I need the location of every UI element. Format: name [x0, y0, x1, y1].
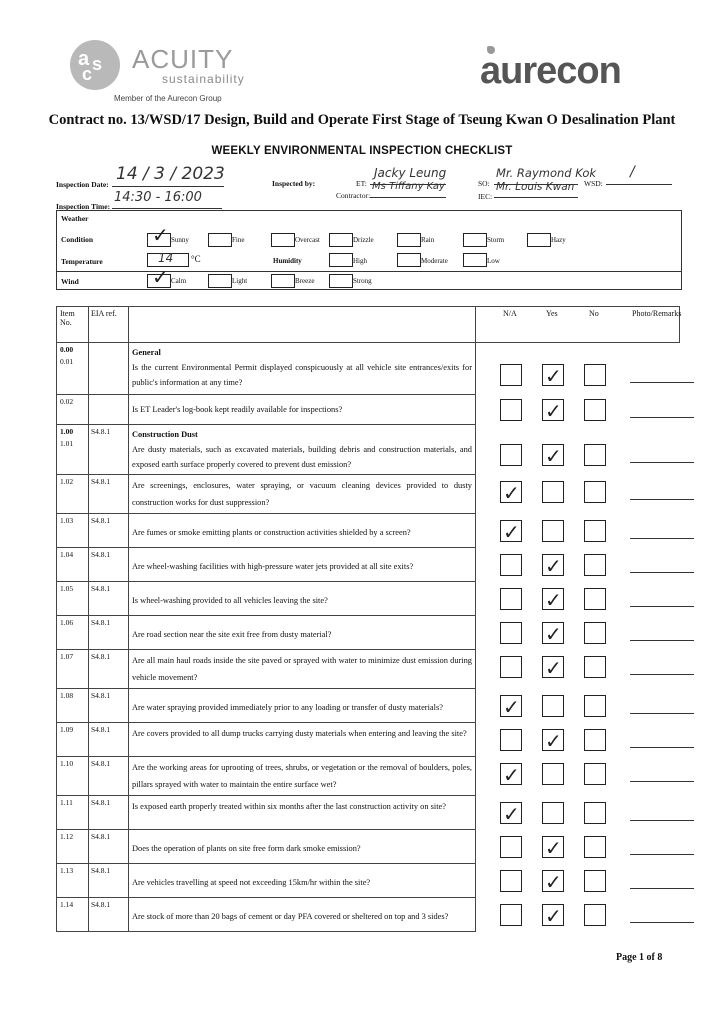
inspection-time-field[interactable]: 14:30 - 16:00 — [112, 192, 222, 209]
check-mark-icon: ✓ — [503, 519, 520, 544]
answer-cell — [476, 650, 680, 689]
acuity-member: Member of the Aurecon Group — [114, 94, 222, 103]
temperature-row — [57, 253, 681, 269]
check-mark-icon: ✓ — [503, 762, 520, 787]
question-cell — [129, 514, 476, 548]
answer-na-checkbox[interactable] — [500, 554, 522, 576]
table-header-row — [57, 307, 680, 343]
check-mark-icon: ✓ — [503, 694, 520, 719]
question-text: Are stock of more than 20 bags of cement or day PFA covered or sheltered on top and 3 sides? — [132, 912, 449, 921]
condition-row — [57, 223, 681, 249]
answer-no-checkbox[interactable] — [584, 656, 606, 678]
condition-hazy-label: Hazy — [551, 236, 566, 244]
col-remarks-header: Photo/Remarks — [632, 309, 682, 318]
answer-no-checkbox[interactable] — [584, 622, 606, 644]
item-number-text: 1.14 — [60, 900, 74, 909]
col-yes-header: Yes — [546, 309, 558, 318]
table-row — [57, 395, 680, 425]
et-label: ET: — [356, 179, 367, 188]
item-number — [57, 548, 89, 582]
remarks-field[interactable] — [630, 382, 694, 383]
answer-na-checkbox[interactable] — [500, 364, 522, 386]
answer-no-checkbox[interactable] — [584, 444, 606, 466]
condition-fine-checkbox[interactable] — [208, 233, 232, 247]
contractor-label: Contractor: — [336, 191, 371, 200]
item-number — [57, 514, 89, 548]
remarks-field[interactable] — [630, 781, 694, 782]
table-row — [57, 616, 680, 650]
answer-cell — [476, 864, 680, 898]
item-number-text: 0.01 — [60, 357, 74, 366]
answer-no-checkbox[interactable] — [584, 836, 606, 858]
eia-ref: S4.8.1 — [89, 830, 129, 864]
answer-yes-checkbox[interactable] — [542, 481, 564, 503]
remarks-field[interactable] — [630, 888, 694, 889]
condition-storm-label: Storm — [487, 236, 505, 244]
humidity-high-checkbox[interactable] — [329, 253, 353, 267]
table-row — [57, 650, 680, 689]
question-cell — [129, 796, 476, 830]
answer-na-checkbox[interactable] — [500, 870, 522, 892]
remarks-field[interactable] — [630, 606, 694, 607]
answer-na-checkbox[interactable] — [500, 802, 522, 824]
item-number-text: 1.13 — [60, 866, 74, 875]
eia-ref: S4.8.1 — [89, 898, 129, 932]
wind-light-label: Light — [232, 277, 248, 285]
wsd-field[interactable]: / — [606, 170, 672, 185]
question-text: Is the current Environmental Permit displayed conspicuously at all vehicle site entrances/exits for public's information at any time? — [132, 363, 472, 387]
answer-cell — [476, 616, 680, 650]
question-text: Is exposed earth properly treated within six months after the last construction activity on site? — [132, 802, 446, 811]
eia-ref: S4.8.1 — [89, 425, 129, 475]
contractor-field[interactable]: Ms Tiffany Kay — [370, 184, 446, 198]
answer-no-checkbox[interactable] — [584, 520, 606, 542]
item-number — [57, 582, 89, 616]
question-text: Are road section near the site exit free from dusty material? — [132, 630, 332, 639]
check-mark-icon: ✓ — [545, 728, 562, 753]
aurecon-logo: aurecon — [480, 50, 621, 92]
check-mark-icon: ✓ — [545, 869, 562, 894]
question-text: Are screenings, enclosures, water spraying, or vacuum cleaning devices provided to dusty construction works for dust suppression? — [132, 481, 472, 507]
item-number-text: 0.02 — [60, 397, 74, 406]
temperature-unit: °C — [191, 254, 201, 264]
condition-storm-checkbox[interactable] — [463, 233, 487, 247]
answer-no-checkbox[interactable] — [584, 481, 606, 503]
answer-na-checkbox[interactable] — [500, 904, 522, 926]
item-number — [57, 395, 89, 425]
question-cell — [129, 898, 476, 932]
answer-yes-checkbox[interactable] — [542, 656, 564, 678]
question-text: Are the working areas for uprooting of trees, shrubs, or vegetation or the removal of boulders, poles, pillars sprayed with water to maintain the entire surface wet? — [132, 763, 472, 789]
answer-yes-checkbox[interactable] — [542, 763, 564, 785]
answer-na-checkbox[interactable] — [500, 656, 522, 678]
remarks-field[interactable] — [630, 674, 694, 675]
answer-na-checkbox[interactable] — [500, 520, 522, 542]
answer-yes-checkbox[interactable] — [542, 729, 564, 751]
answer-na-checkbox[interactable] — [500, 622, 522, 644]
item-number — [57, 343, 89, 395]
table-row — [57, 548, 680, 582]
humidity-label: Humidity — [273, 257, 302, 265]
answer-cell — [476, 723, 680, 757]
table-row — [57, 796, 680, 830]
answer-cell — [476, 548, 680, 582]
check-mark-icon: ✓ — [545, 364, 562, 388]
question-cell — [129, 475, 476, 514]
humidity-low-label: Low — [487, 257, 500, 265]
remarks-field[interactable] — [630, 499, 694, 500]
condition-hazy-checkbox[interactable] — [527, 233, 551, 247]
answer-yes-checkbox[interactable] — [542, 622, 564, 644]
question-text: Are dusty materials, such as excavated materials, building debris and construction materials, and exposed earth surface properly covered to prevent dust emission? — [132, 445, 472, 469]
question-text: Are water spraying provided immediately prior to any loading or transfer of dusty materials? — [132, 703, 443, 712]
item-number — [57, 898, 89, 932]
question-cell — [129, 830, 476, 864]
item-number-text: 1.10 — [60, 759, 74, 768]
table-row — [57, 475, 680, 514]
wind-light-checkbox[interactable] — [208, 274, 232, 288]
question-cell — [129, 425, 476, 475]
page-number: Page 1 of 8 — [616, 952, 663, 963]
remarks-field[interactable] — [630, 572, 694, 573]
question-cell — [129, 343, 476, 395]
eia-ref: S4.8.1 — [89, 548, 129, 582]
question-text: Does the operation of plants on site free form dark smoke emission? — [132, 844, 361, 853]
answer-no-checkbox[interactable] — [584, 729, 606, 751]
wind-breeze-label: Breeze — [295, 277, 315, 285]
item-number-text: 1.04 — [60, 550, 74, 559]
question-cell — [129, 757, 476, 796]
col-item-header: Item No. — [57, 307, 89, 343]
question-cell — [129, 582, 476, 616]
answer-cell — [476, 475, 680, 514]
remarks-field[interactable] — [630, 417, 694, 418]
eia-ref: S4.8.1 — [89, 616, 129, 650]
table-row — [57, 757, 680, 796]
check-mark-icon: ✓ — [545, 398, 562, 423]
inspected-by-label: Inspected by: — [272, 179, 316, 188]
remarks-field[interactable] — [630, 538, 694, 539]
answer-cell — [476, 796, 680, 830]
table-row — [57, 723, 680, 757]
item-number-text: 1.03 — [60, 516, 74, 525]
check-mark-icon: ✓ — [545, 443, 562, 468]
section-title: Construction Dust — [132, 430, 198, 439]
question-text: Are wheel-washing facilities with high-pressure water jets provided at all site exits? — [132, 562, 414, 571]
item-number — [57, 650, 89, 689]
question-cell — [129, 616, 476, 650]
item-number — [57, 475, 89, 514]
eia-ref — [89, 343, 129, 395]
item-number — [57, 616, 89, 650]
answer-na-checkbox[interactable] — [500, 836, 522, 858]
answer-cell — [476, 425, 680, 475]
question-text: Are fumes or smoke emitting plants or construction activities shielded by a screen? — [132, 528, 411, 537]
condition-overcast-label: Overcast — [295, 236, 320, 244]
question-text: Are covers provided to all dump trucks carrying dusty materials when entering and leaving the site? — [132, 729, 467, 738]
condition-fine-label: Fine — [232, 236, 245, 244]
iec-field[interactable]: Mr. Louis Kwan — [494, 184, 578, 198]
answer-no-checkbox[interactable] — [584, 399, 606, 421]
so-field[interactable]: Mr. Raymond Kok — [494, 170, 578, 185]
eia-ref: S4.8.1 — [89, 475, 129, 514]
eia-ref: S4.8.1 — [89, 757, 129, 796]
humidity-moderate-label: Moderate — [421, 257, 448, 265]
answer-no-checkbox[interactable] — [584, 904, 606, 926]
temperature-field[interactable]: 14 — [147, 253, 189, 267]
condition-rain-checkbox[interactable] — [397, 233, 421, 247]
answer-yes-checkbox[interactable] — [542, 444, 564, 466]
et-field[interactable]: Jacky Leung — [370, 170, 446, 185]
answer-na-checkbox[interactable] — [500, 444, 522, 466]
answer-cell — [476, 689, 680, 723]
condition-drizzle-checkbox[interactable] — [329, 233, 353, 247]
remarks-field[interactable] — [630, 820, 694, 821]
wind-calm-checkbox[interactable]: ✓ — [147, 274, 171, 288]
answer-no-checkbox[interactable] — [584, 588, 606, 610]
answer-na-checkbox[interactable] — [500, 695, 522, 717]
weather-divider — [57, 271, 681, 272]
weather-title: Weather — [61, 214, 89, 223]
condition-drizzle-label: Drizzle — [353, 236, 374, 244]
answer-yes-checkbox[interactable] — [542, 520, 564, 542]
answer-no-checkbox[interactable] — [584, 763, 606, 785]
item-number — [57, 425, 89, 475]
question-cell — [129, 548, 476, 582]
temperature-label: Temperature — [61, 257, 103, 266]
col-question-header — [129, 307, 476, 343]
col-no-header: No — [589, 309, 599, 318]
iec-label: IEC: — [478, 192, 493, 201]
item-number-text: 1.05 — [60, 584, 74, 593]
section-number: 1.00 — [60, 427, 74, 436]
answer-cell — [476, 514, 680, 548]
section-number: 0.00 — [60, 345, 74, 354]
eia-ref: S4.8.1 — [89, 582, 129, 616]
condition-label: Condition — [61, 235, 94, 244]
item-number-text: 1.02 — [60, 477, 74, 486]
humidity-moderate-checkbox[interactable] — [397, 253, 421, 267]
col-na-header: N/A — [503, 309, 517, 318]
item-number-text: 1.01 — [60, 439, 74, 448]
so-label: SO: — [478, 179, 490, 188]
table-row — [57, 689, 680, 723]
answer-yes-checkbox[interactable] — [542, 554, 564, 576]
item-number — [57, 830, 89, 864]
answer-cell — [476, 757, 680, 796]
table-row — [57, 864, 680, 898]
question-text: Are vehicles travelling at speed not exceeding 15km/hr within the site? — [132, 878, 371, 887]
acuity-tagline: sustainability — [162, 72, 245, 86]
eia-ref: S4.8.1 — [89, 864, 129, 898]
item-number — [57, 864, 89, 898]
question-cell — [129, 395, 476, 425]
acuity-circle-icon: a s c — [70, 40, 120, 90]
answer-yes-checkbox[interactable] — [542, 802, 564, 824]
section-title: General — [132, 348, 161, 357]
check-mark-icon: ✓ — [545, 587, 562, 612]
remarks-field[interactable] — [630, 747, 694, 748]
answer-na-checkbox[interactable] — [500, 399, 522, 421]
wind-strong-label: Strong — [353, 277, 372, 285]
wind-strong-checkbox[interactable] — [329, 274, 353, 288]
eia-ref — [89, 395, 129, 425]
question-cell — [129, 864, 476, 898]
col-eia-header: EIA ref. — [89, 307, 129, 343]
wind-row — [57, 265, 681, 289]
question-cell — [129, 689, 476, 723]
wind-label: Wind — [61, 277, 79, 286]
acuity-name: ACUITY — [132, 44, 234, 74]
answer-cell — [476, 898, 680, 932]
acuity-logo — [62, 38, 262, 108]
checklist-table — [56, 306, 680, 932]
answer-no-checkbox[interactable] — [584, 554, 606, 576]
answer-yes-checkbox[interactable] — [542, 870, 564, 892]
humidity-low-checkbox[interactable] — [463, 253, 487, 267]
table-row — [57, 582, 680, 616]
condition-sunny-checkbox[interactable]: ✓ — [147, 233, 171, 247]
answer-na-checkbox[interactable] — [500, 588, 522, 610]
answer-cell — [476, 343, 680, 395]
question-cell — [129, 650, 476, 689]
remarks-field[interactable] — [630, 640, 694, 641]
inspection-date-field[interactable]: 14 / 3 / 2023 — [112, 168, 224, 187]
table-row — [57, 425, 680, 475]
answer-no-checkbox[interactable] — [584, 695, 606, 717]
answer-cell — [476, 830, 680, 864]
answer-yes-checkbox[interactable] — [542, 836, 564, 858]
check-mark-icon: ✓ — [545, 835, 562, 860]
answer-na-checkbox[interactable] — [500, 763, 522, 785]
wind-calm-label: Calm — [171, 277, 187, 285]
humidity-high-label: High — [353, 257, 367, 265]
check-mark-icon: ✓ — [503, 801, 520, 826]
check-mark-icon: ✓ — [503, 480, 520, 505]
page-title: WEEKLY ENVIRONMENTAL INSPECTION CHECKLIST — [211, 145, 513, 157]
answer-yes-checkbox[interactable] — [542, 364, 564, 386]
check-mark-icon: ✓ — [545, 903, 562, 928]
table-row — [57, 343, 680, 395]
wind-breeze-checkbox[interactable] — [271, 274, 295, 288]
item-number-text: 1.12 — [60, 832, 74, 841]
question-text: Is wheel-washing provided to all vehicles leaving the site? — [132, 596, 328, 605]
answer-yes-checkbox[interactable] — [542, 695, 564, 717]
table-row — [57, 898, 680, 932]
check-mark-icon: ✓ — [545, 621, 562, 646]
answer-na-checkbox[interactable] — [500, 729, 522, 751]
answer-cell — [476, 395, 680, 425]
item-number-text: 1.09 — [60, 725, 74, 734]
inspection-time-label: Inspection Time: — [56, 202, 111, 211]
item-number-text: 1.08 — [60, 691, 74, 700]
answer-na-checkbox[interactable] — [500, 481, 522, 503]
remarks-field[interactable] — [630, 854, 694, 855]
answer-no-checkbox[interactable] — [584, 870, 606, 892]
item-number — [57, 723, 89, 757]
answer-no-checkbox[interactable] — [584, 364, 606, 386]
answer-cell — [476, 582, 680, 616]
item-number-text: 1.07 — [60, 652, 74, 661]
remarks-field[interactable] — [630, 713, 694, 714]
question-cell — [129, 723, 476, 757]
answer-no-checkbox[interactable] — [584, 802, 606, 824]
answer-yes-checkbox[interactable] — [542, 399, 564, 421]
remarks-field[interactable] — [630, 462, 694, 463]
contract-title: Contract no. 13/WSD/17 Design, Build and Operate First Stage of Tseung Kwan O Desalination Plant — [48, 112, 676, 128]
eia-ref: S4.8.1 — [89, 650, 129, 689]
col-answers-header — [476, 307, 680, 343]
remarks-field[interactable] — [630, 922, 694, 923]
eia-ref: S4.8.1 — [89, 796, 129, 830]
item-number — [57, 689, 89, 723]
item-number — [57, 796, 89, 830]
item-number-text: 1.06 — [60, 618, 74, 627]
condition-overcast-checkbox[interactable] — [271, 233, 295, 247]
answer-yes-checkbox[interactable] — [542, 904, 564, 926]
item-number — [57, 757, 89, 796]
check-mark-icon: ✓ — [545, 655, 562, 680]
table-row — [57, 514, 680, 548]
eia-ref: S4.8.1 — [89, 723, 129, 757]
eia-ref: S4.8.1 — [89, 514, 129, 548]
item-number-text: 1.11 — [60, 798, 73, 807]
answer-yes-checkbox[interactable] — [542, 588, 564, 610]
inspection-date-label: Inspection Date: — [56, 180, 109, 189]
wsd-label: WSD: — [584, 179, 603, 188]
eia-ref: S4.8.1 — [89, 689, 129, 723]
condition-rain-label: Rain — [421, 236, 435, 244]
weather-box — [56, 210, 682, 290]
question-text: Is ET Leader's log-book kept readily available for inspections? — [132, 405, 343, 414]
check-mark-icon: ✓ — [545, 553, 562, 578]
table-row — [57, 830, 680, 864]
question-text: Are all main haul roads inside the site paved or sprayed with water to minimize dust emission during vehicle movement? — [132, 656, 472, 682]
condition-sunny-label: Sunny — [171, 236, 189, 244]
